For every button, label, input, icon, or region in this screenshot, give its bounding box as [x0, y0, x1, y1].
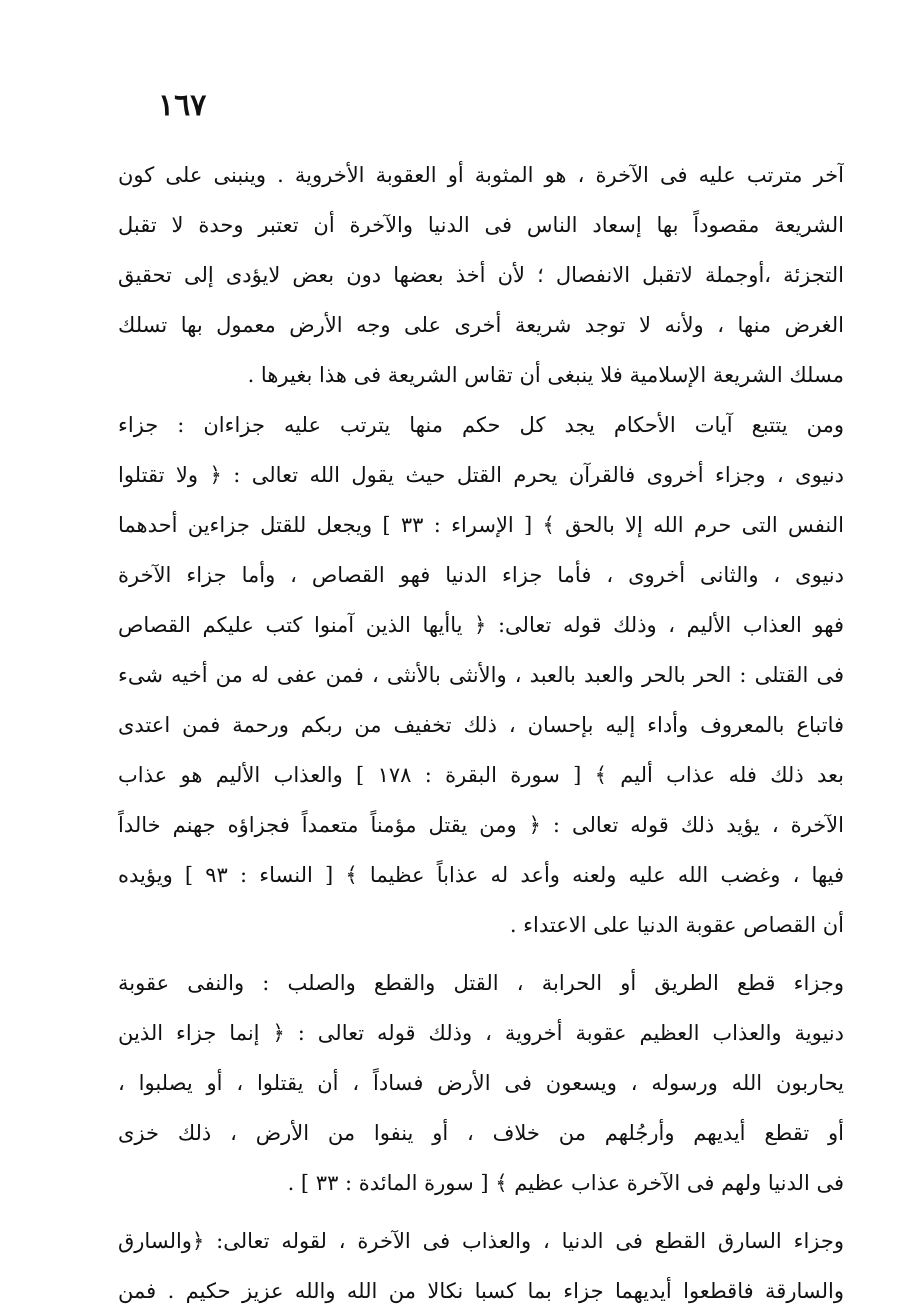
paragraph — [118, 150, 844, 400]
text-line: دنيوية والعذاب العظيم عقوبة أخروية ، وذلك قوله تعالى : ﴿ إنما جزاء الذين — [118, 1021, 844, 1045]
text-line: آخر مترتب عليه فى الآخرة ، هو المثوبة أو العقوبة الأخروية . وينبنى على كون — [118, 163, 844, 187]
text-line: والسارقة فاقطعوا أيديهما جزاء بما كسبا نكالا من الله والله عزيز حكيم . فمن — [118, 1279, 844, 1303]
text-line: الشريعة مقصوداً بها إسعاد الناس فى الدنيا والآخرة أن تعتبر وحدة لا تقبل — [118, 213, 844, 237]
paragraph — [118, 958, 844, 1208]
text-line: الآخرة ، يؤيد ذلك قوله تعالى : ﴿ ومن يقتل مؤمناً متعمداً فجزاؤه جهنم خالداً — [118, 813, 844, 837]
text-line: أن القصاص عقوبة الدنيا على الاعتداء . — [509, 913, 844, 937]
text-line: فى القتلى : الحر بالحر والعبد بالعبد ، والأنثى بالأنثى ، فمن عفى له من أخيه شىء — [118, 663, 844, 687]
paragraph-gap — [118, 1208, 844, 1216]
text-line: أو تقطع أيديهم وأرجُلهم من خلاف ، أو ينفوا من الأرض ، ذلك خزى — [118, 1121, 844, 1145]
text-line: يحاربون الله ورسوله ، ويسعون فى الأرض فساداً ، أن يقتلوا ، أو يصلبوا ، — [118, 1071, 844, 1095]
text-line: دنيوى ، وجزاء أخروى فالقرآن يحرم القتل حيث يقول الله تعالى : ﴿ ولا تقتلوا — [118, 463, 844, 487]
text-line: ومن يتتبع آيات الأحكام يجد كل حكم منها يترتب عليه جزاءان : جزاء — [118, 413, 844, 437]
text-line: وجزاء السارق القطع فى الدنيا ، والعذاب فى الآخرة ، لقوله تعالى: ﴿والسارق — [118, 1229, 844, 1253]
text-line: فى الدنيا ولهم فى الآخرة عذاب عظيم ﴾ [ سورة المائدة : ٣٣ ] . — [287, 1171, 844, 1195]
text-line: فيها ، وغضب الله عليه ولعنه وأعد له عذاباً عظيما ﴾ [ النساء : ٩٣ ] ويؤيده — [118, 863, 844, 887]
text-line: فاتباع بالمعروف وأداء إليه بإحسان ، ذلك تخفيف من ربكم ورحمة فمن اعتدى — [118, 713, 844, 737]
paragraph — [118, 1216, 844, 1316]
paragraph — [118, 400, 844, 950]
body-text — [118, 150, 844, 1316]
text-line: مسلك الشريعة الإسلامية فلا ينبغى أن تقاس الشريعة فى هذا بغيرها . — [247, 363, 844, 387]
text-line: بعد ذلك فله عذاب أليم ﴾ [ سورة البقرة : ١٧٨ ] والعذاب الأليم هو عذاب — [118, 763, 844, 787]
page-number: ١٦٧ — [158, 88, 207, 123]
text-line: الغرض منها ، ولأنه لا توجد شريعة أخرى على وجه الأرض معمول بها تسلك — [118, 313, 844, 337]
text-line: التجزئة ،أوجملة لاتقبل الانفصال ؛ لأن أخذ بعضها دون بعض لايؤدى إلى تحقيق — [118, 263, 844, 287]
paragraph-gap — [118, 950, 844, 958]
text-line: وجزاء قطع الطريق أو الحرابة ، القتل والقطع والصلب : والنفى عقوبة — [118, 971, 844, 995]
text-line: النفس التى حرم الله إلا بالحق ﴾ [ الإسراء : ٣٣ ] ويجعل للقتل جزاءين أحدهما — [118, 513, 844, 537]
text-line: فهو العذاب الأليم ، وذلك قوله تعالى: ﴿ ياأيها الذين آمنوا كتب عليكم القصاص — [118, 613, 844, 637]
text-line: دنيوى ، والثانى أخروى ، فأما جزاء الدنيا فهو القصاص ، وأما جزاء الآخرة — [118, 563, 844, 587]
